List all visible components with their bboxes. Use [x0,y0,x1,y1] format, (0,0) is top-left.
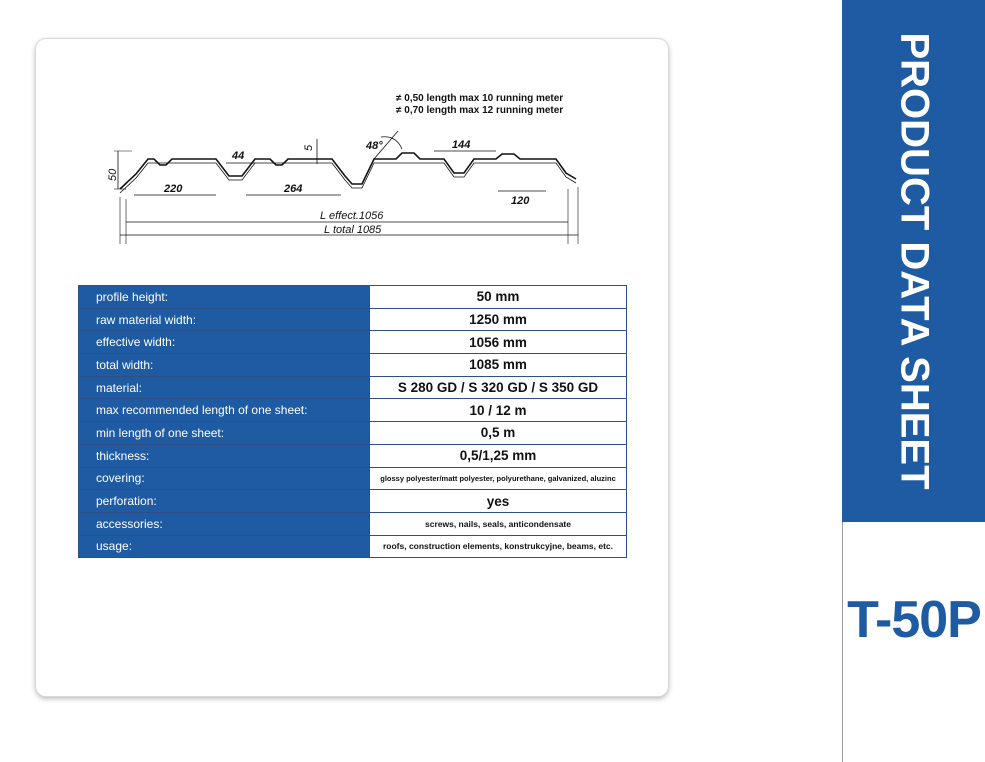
sidebar-title-panel [842,0,985,522]
spec-key: perforation: [79,490,370,513]
table-row [79,308,627,331]
table-row [79,331,627,354]
spec-key: raw material width: [79,308,370,331]
table-row [79,354,627,377]
table-row [79,286,627,309]
profile-inner [120,163,576,193]
dim-small-rib: 44 [232,150,245,162]
spec-key: profile height: [79,286,370,309]
spec-key: max recommended length of one sheet: [79,399,370,422]
dim-bottom-right: 120 [511,195,530,207]
spec-value: 1085 mm [370,354,627,377]
page-title: PRODUCT DATA SHEET [892,32,936,490]
spec-table [78,285,627,558]
table-row [79,399,627,422]
spec-key: usage: [79,535,370,558]
dim-height: 50 [107,168,119,181]
spec-value: 50 mm [370,286,627,309]
spec-key: covering: [79,467,370,490]
profile-drawing [36,39,668,269]
table-row [79,444,627,467]
spec-value: glossy polyester/matt polyester, polyurethane, galvanized, aluzinc [370,467,627,490]
table-row [79,376,627,399]
length-note-2: ≠ 0,70 length max 12 running meter [396,105,564,116]
dim-top: 144 [452,139,471,151]
dim-effective-length: L effect.1056 [320,210,384,222]
spec-value: screws, nails, seals, anticondensate [370,512,627,535]
spec-value: 10 / 12 m [370,399,627,422]
table-row [79,490,627,513]
spec-key: thickness: [79,444,370,467]
spec-key: material: [79,376,370,399]
table-row [79,512,627,535]
spec-key: total width: [79,354,370,377]
dim-pitch: 264 [284,183,303,195]
spec-key: min length of one sheet: [79,422,370,445]
spec-value: roofs, construction elements, konstrukcyjne, beams, etc. [370,535,627,558]
length-note-1: ≠ 0,50 length max 10 running meter [396,93,564,104]
dim-angle: 48° [366,140,383,152]
spec-value: 1056 mm [370,331,627,354]
data-sheet-card [36,39,668,696]
table-row [79,467,627,490]
model-name: T-50P [847,591,981,649]
dim-bottom-left: 220 [164,183,183,195]
spec-value: 1250 mm [370,308,627,331]
table-row [79,422,627,445]
spec-key: accessories: [79,512,370,535]
spec-value: 0,5 m [370,422,627,445]
spec-key: effective width: [79,331,370,354]
spec-value: S 280 GD / S 320 GD / S 350 GD [370,376,627,399]
spec-value: yes [370,490,627,513]
spec-value: 0,5/1,25 mm [370,444,627,467]
table-row [79,535,627,558]
dim-rib-depth: 5 [303,144,315,151]
dim-total-length: L total 1085 [324,224,382,236]
